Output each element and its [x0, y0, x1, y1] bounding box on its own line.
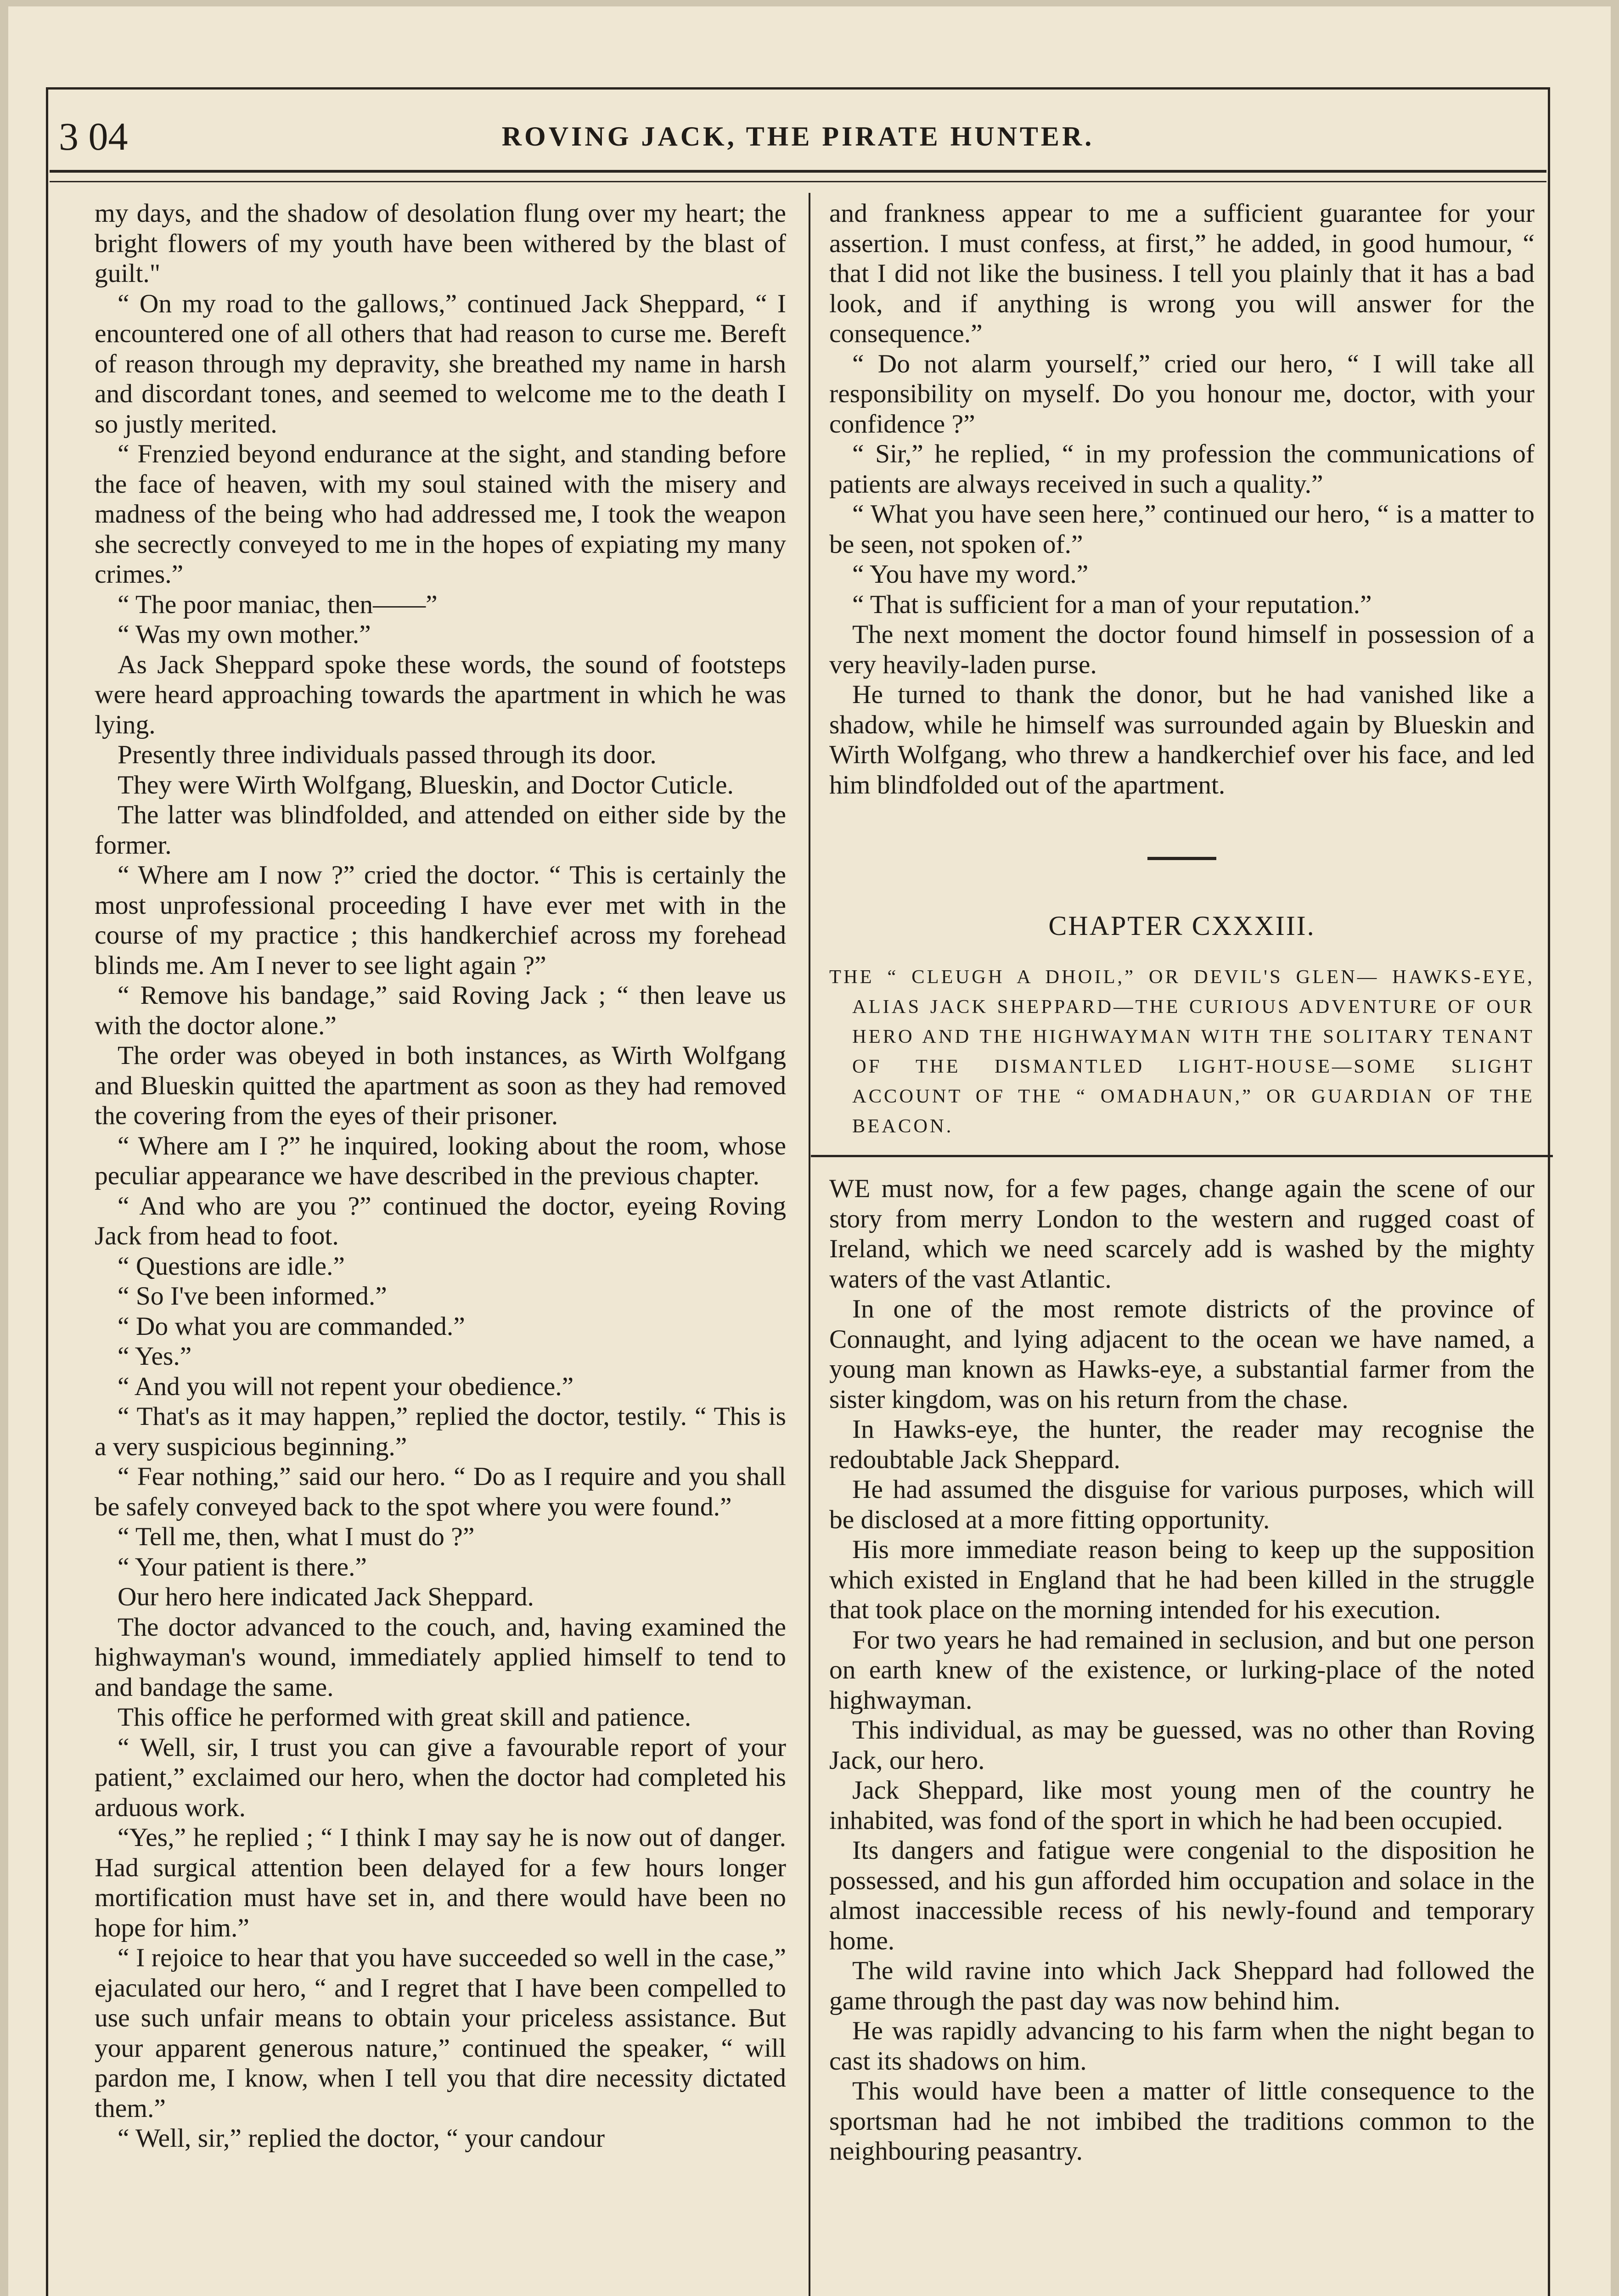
paragraph: “ You have my word.” — [852, 560, 1089, 589]
paragraph: He turned to thank the donor, but he had vanished like a shadow, while he himself was surrounded again by Blueskin and Wirth Wolfgang, who threw a handkerchief over his face, and led him blindfolded out of the apartment. — [829, 680, 1535, 799]
paragraph: The wild ravine into which Jack Sheppard had followed the game through the past day was now behind him. — [829, 1956, 1535, 2015]
paragraph: “ Yes.” — [118, 1342, 192, 1371]
paragraph: “ Well, sir, I trust you can give a favourable report of your patient,” exclaimed our hero, when the doctor had completed his arduous work. — [95, 1733, 786, 1822]
paragraph: “ Tell me, then, what I must do ?” — [118, 1522, 475, 1551]
paragraph: “ Well, sir,” replied the doctor, “ your candour — [118, 2124, 605, 2153]
chapter-summary-rule — [811, 1155, 1553, 1157]
paragraph: “Yes,” he replied ; “ I think I may say he is now out of danger. Had surgical attention been delayed for a few hours longer mortification must have set in, and there would have been no hope for him.” — [95, 1823, 786, 1942]
paragraph: “ That is sufficient for a man of your reputation.” — [852, 590, 1372, 619]
paragraph: This individual, as may be guessed, was no other than Roving Jack, our hero. — [829, 1716, 1535, 1775]
paragraph: The order was obeyed in both instances, as Wirth Wolfgang and Blueskin quitted the apartment as soon as they had removed the covering from the eyes of their prisoner. — [95, 1041, 786, 1130]
paragraph: Our hero here indicated Jack Sheppard. — [118, 1582, 534, 1611]
paragraph: They were Wirth Wolfgang, Blueskin, and Doctor Cuticle. — [118, 770, 734, 799]
paragraph: my days, and the shadow of desolation flung over my heart; the bright flowers of my youth have been withered by the blast of guilt." — [95, 199, 786, 288]
paragraph: “ Questions are idle.” — [118, 1251, 345, 1281]
page-header — [54, 111, 1542, 162]
paragraph: “ What you have seen here,” continued our hero, “ is a matter to be seen, not spoken of.” — [829, 500, 1535, 559]
chapter-title: CHAPTER CXXXIII. — [1048, 911, 1315, 941]
paragraph: This would have been a matter of little consequence to the sportsman had he not imbibed the traditions common to the neighbouring peasantry. — [829, 2077, 1535, 2166]
paragraph: “ That's as it may happen,” replied the doctor, testily. “ This is a very suspicious beginning.” — [95, 1402, 786, 1461]
paragraph: His more immediate reason being to keep up the supposition which existed in England that he had been killed in the struggle that took place on the morning intended for his execution. — [829, 1535, 1535, 1624]
paragraph: “ Where am I now ?” cried the doctor. “ This is certainly the most unprofessional proceeding I have ever met with in the course of my practice ; this handkerchief across my forehead blinds me. Am I never to see light again ?” — [95, 861, 786, 980]
paragraph: “ Was my own mother.” — [118, 620, 371, 649]
paragraph: “ And who are you ?” continued the doctor, eyeing Roving Jack from head to foot. — [95, 1191, 786, 1250]
paragraph: “ Fear nothing,” said our hero. “ Do as I require and you shall be safely conveyed back to the spot where you were found.” — [95, 1462, 786, 1521]
page — [8, 6, 1611, 2296]
paragraph: As Jack Sheppard spoke these words, the sound of footsteps were heard approaching towards the apartment in which he was lying. — [95, 650, 786, 739]
section-divider — [1147, 857, 1216, 860]
column-divider — [809, 193, 810, 2296]
paragraph: “ On my road to the gallows,” continued Jack Sheppard, “ I encountered one of all others that had reason to curse me. Bereft of reason through my depravity, she breathed my name in harsh and discordant tones, and seemed to welcome me to the death I so justly merited. — [95, 289, 786, 439]
paragraph: In Hawks-eye, the hunter, the reader may recognise the redoubtable Jack Sheppard. — [829, 1415, 1535, 1474]
right-column — [829, 198, 1535, 2167]
paragraph: “ And you will not repent your obedience.” — [118, 1372, 574, 1401]
paragraph: He was rapidly advancing to his farm when the night began to cast its shadows on him. — [829, 2016, 1535, 2076]
paragraph: He had assumed the disguise for various purposes, which will be disclosed at a more fitting opportunity. — [829, 1475, 1535, 1534]
paragraph: “ Where am I ?” he inquired, looking about the room, whose peculiar appearance we have described in the previous chapter. — [95, 1131, 786, 1190]
chapter-summary: THE “ CLEUGH A DHOIL,” OR DEVIL'S GLEN— HAWKS-EYE, ALIAS JACK SHEPPARD—THE CURIOUS ADVENTURE OF OUR HERO AND THE HIGHWAYMAN WITH THE SOLITARY TENANT OF THE DISMANTLED LIGHT-HOUSE—SOME SLIGHT ACCOUNT OF THE “ OMADHAUN,” OR GUARDIAN OF THE BEACON. — [829, 966, 1535, 1137]
left-column — [95, 198, 786, 2154]
paragraph: “ Your patient is there.” — [118, 1552, 367, 1581]
paragraph: “ I rejoice to hear that you have succeeded so well in the case,” ejaculated our hero, “ and I regret that I have been compelled to use such unfair means to obtain your priceless assistance. But your apparent generous nature,” continued the speaker, “ will pardon me, I know, when I tell you that dire necessity dictated them.” — [95, 1943, 786, 2123]
page-number: 3 04 — [59, 114, 128, 158]
paragraph: For two years he had remained in seclusion, and but one person on earth knew of the existence, or lurking-place of the noted highwayman. — [829, 1625, 1535, 1715]
paragraph: This office he performed with great skill and patience. — [118, 1703, 691, 1732]
running-title: ROVING JACK, THE PIRATE HUNTER. — [501, 121, 1095, 152]
paragraph: In one of the most remote districts of the province of Connaught, and lying adjacent to the ocean we have named, a young man known as Hawks-eye, a substantial farmer from the sister kingdom, was on his return from the chase. — [829, 1294, 1535, 1414]
paragraph: “ Frenzied beyond endurance at the sight, and standing before the face of heaven, with my soul stained with the misery and madness of the being who had addressed me, I took the weapon she secrectly conveyed to me in the hopes of expiating my many crimes.” — [95, 439, 786, 589]
paragraph: “ The poor maniac, then——” — [118, 590, 438, 619]
paragraph: “ Do what you are commanded.” — [118, 1311, 465, 1341]
paragraph: “ Sir,” he replied, “ in my profession the communications of patients are always received in such a quality.” — [829, 439, 1535, 499]
header-rule-thin — [50, 181, 1546, 182]
paragraph: Its dangers and fatigue were congenial to the disposition he possessed, and his gun afforded him occupation and solace in the almost inaccessible recess of his newly-found and temporary home. — [829, 1836, 1535, 1955]
paragraph: and frankness appear to me a sufficient guarantee for your assertion. I must confess, at first,” he added, in good humour, “ that I did not like the business. I tell you plainly that it has a bad look, and if anything is wrong you will answer for the consequence.” — [829, 199, 1535, 348]
paragraph: WE must now, for a few pages, change again the scene of our story from merry London to the western and rugged coast of Ireland, which we need scarcely add is washed by the mighty waters of the vast Atlantic. — [829, 1174, 1535, 1294]
paragraph: The next moment the doctor found himself in possession of a very heavily-laden purse. — [829, 620, 1535, 679]
paragraph: “ Remove his bandage,” said Roving Jack ; “ then leave us with the doctor alone.” — [95, 981, 786, 1040]
paragraph: Jack Sheppard, like most young men of the country he inhabited, was fond of the sport in which he had been occupied. — [829, 1776, 1535, 1835]
paragraph: The doctor advanced to the couch, and, having examined the highwayman's wound, immediately applied himself to tend to and bandage the same. — [95, 1612, 786, 1702]
paragraph: “ So I've been informed.” — [118, 1282, 387, 1311]
paragraph: Presently three individuals passed through its door. — [118, 740, 657, 769]
paragraph: “ Do not alarm yourself,” cried our hero, “ I will take all responsibility on myself. Do you honour me, doctor, with your confidence ?” — [829, 349, 1535, 439]
paragraph: The latter was blindfolded, and attended on either side by the former. — [95, 800, 786, 860]
header-rule-thick — [50, 170, 1546, 173]
